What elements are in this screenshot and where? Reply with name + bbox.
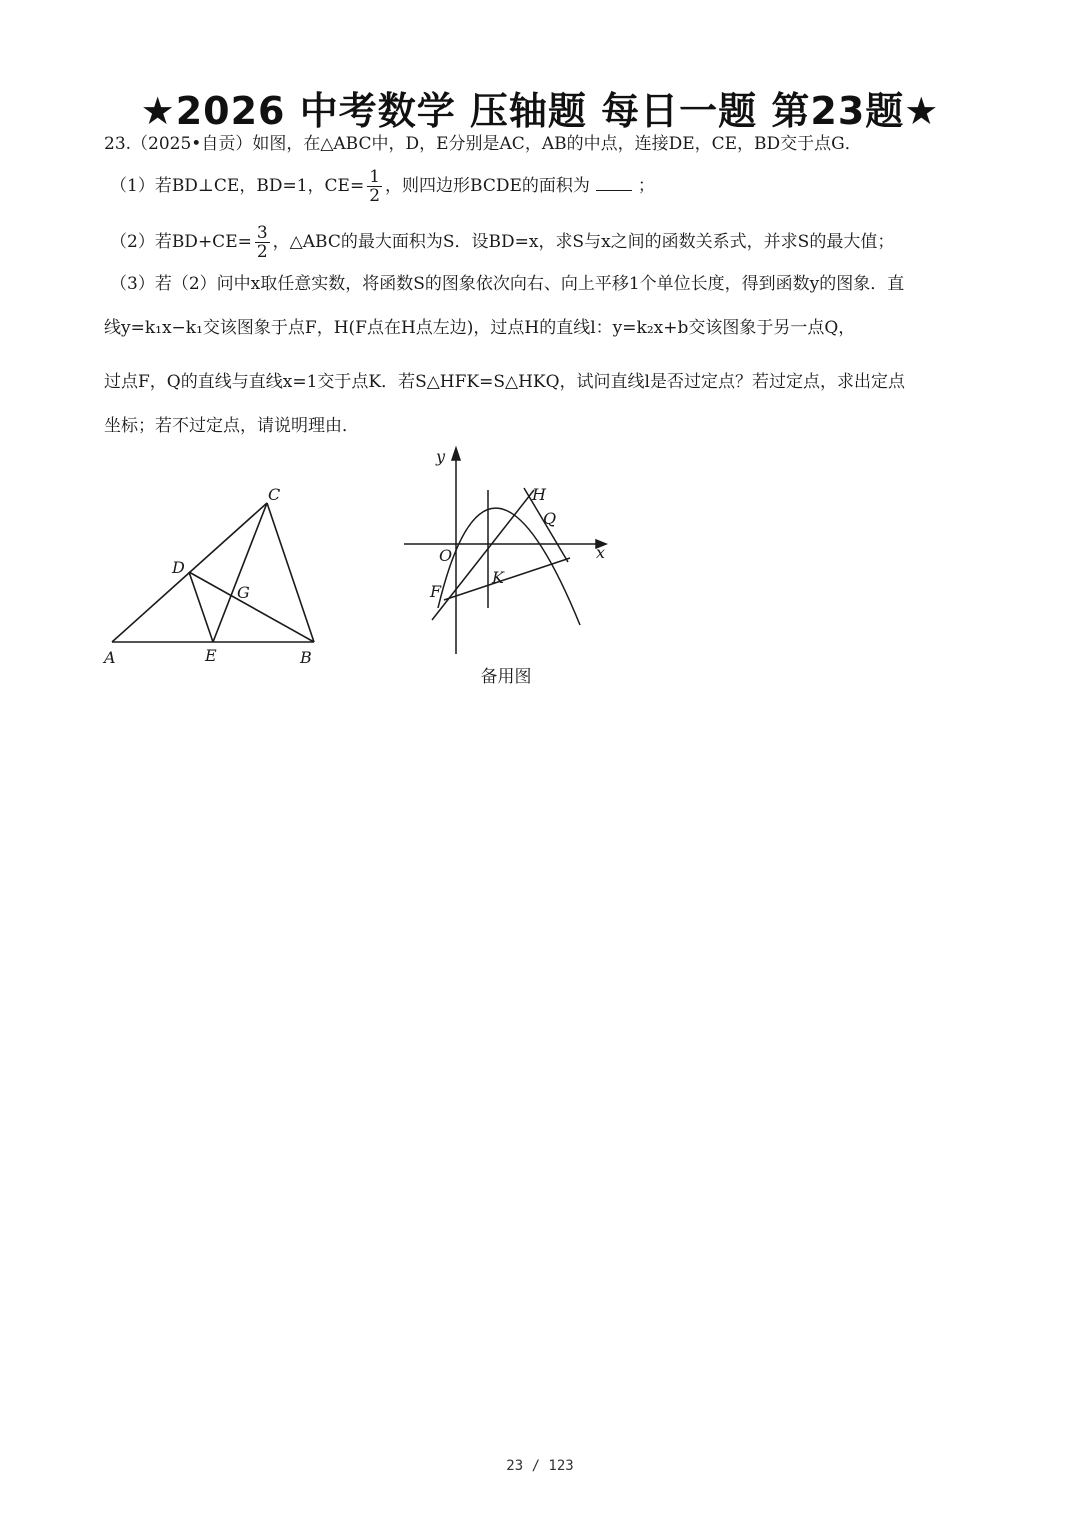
label-A: A <box>104 648 116 667</box>
problem-part-1 <box>110 168 990 205</box>
function-graph-figure <box>398 440 618 660</box>
problem-part-2 <box>110 224 990 261</box>
label-O: O <box>439 546 453 565</box>
page-title: ★2026 中考数学 压轴题 每日一题 第23题★ <box>140 89 940 133</box>
label-K: K <box>492 568 504 587</box>
fraction-numerator: 1 <box>369 167 381 187</box>
part1-end: ； <box>637 176 655 196</box>
label-B: B <box>300 648 312 667</box>
y-axis-arrow-icon <box>452 448 460 460</box>
label-F: F <box>430 582 442 601</box>
label-E: E <box>205 646 217 665</box>
label-Q: Q <box>543 509 557 528</box>
fraction-denominator: 2 <box>256 242 268 262</box>
fraction-one-half <box>367 168 382 205</box>
label-D: D <box>172 558 185 577</box>
segment-CB <box>267 503 314 642</box>
problem-part-3-line-3: 过点F，Q的直线与直线x=1交于点K．若S△HFK=S△HKQ，试问直线l是否过定点？若过定点，求出定点 <box>104 372 905 392</box>
problem-intro: 23.（2025•自贡）如图，在△ABC中，D，E分别是AC，AB的中点，连接DE，CE，BD交于点G． <box>104 134 862 154</box>
answer-blank <box>596 176 632 191</box>
segment-DB <box>189 572 314 642</box>
line-FQ <box>444 558 570 600</box>
label-x: x <box>596 543 606 562</box>
fraction-numerator: 3 <box>256 223 268 243</box>
part1-suffix: ，则四边形BCDE的面积为 <box>385 176 590 196</box>
segment-DE <box>189 572 213 642</box>
parabola-curve <box>438 508 580 625</box>
part1-prefix: （1）若BD⊥CE，BD=1，CE= <box>110 176 365 196</box>
fraction-denominator: 2 <box>369 186 381 206</box>
label-C: C <box>268 485 281 504</box>
label-G: G <box>237 583 250 602</box>
problem-part-3-line-2: 线y=k₁x−k₁交该图象于点F，H(F点在H点左边)，过点H的直线l：y=k₂x+b交该图象于另一点Q， <box>104 318 856 338</box>
segment-CE <box>213 503 267 642</box>
problem-part-3-line-1: （3）若（2）问中x取任意实数，将函数S的图象依次向右、向上平移1个单位长度，得到函数y的图象．直 <box>110 274 905 294</box>
triangle-figure <box>100 480 340 680</box>
figure-caption: 备用图 <box>480 667 532 687</box>
label-H: H <box>532 485 546 504</box>
label-y: y <box>436 447 446 466</box>
problem-part-3-line-4: 坐标；若不过定点，请说明理由． <box>104 416 359 436</box>
part2-prefix: （2）若BD+CE= <box>110 232 252 252</box>
fraction-three-halves <box>255 224 270 261</box>
page-number: 23 / 123 <box>506 1458 574 1474</box>
part2-suffix: ，△ABC的最大面积为S．设BD=x，求S与x之间的函数关系式，并求S的最大值； <box>272 232 895 252</box>
